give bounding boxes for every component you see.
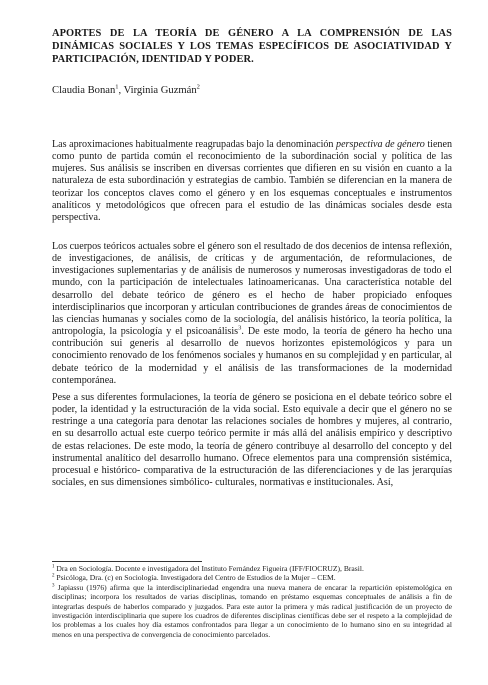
footnote-text: Dra en Sociología. Docente e investigadora del Instituto Fernández Figueira (IFF/FIOCRUZ), Brasil. bbox=[54, 564, 364, 573]
footnote bbox=[52, 583, 452, 639]
paragraph-text: Las aproximaciones habitualmente reagrupadas bajo la denominación bbox=[52, 139, 337, 150]
footnote-marker: 3 bbox=[238, 324, 242, 332]
footnote-marker: 2 bbox=[196, 83, 200, 91]
author-line bbox=[52, 84, 452, 97]
footnote-number: 1 bbox=[52, 564, 55, 570]
footnotes bbox=[52, 564, 452, 639]
paragraph-text: Los cuerpos teóricos actuales sobre el género son el resultado de dos decenios de intensa reflexión, de investigaciones, de análisis, de críticas y de argumentación, de reformulaciones, de investigaciones suplementarias y de análisis de numerosos y numerosas investigadoras de todo el mundo, con la participación de intelectuales latinoamericanas. Una característica notable del desarrollo del debate teórico de género es el hecho de haber propiciado enfoques interdisciplinarios que incorporan y articulan contribuciones de grandes áreas de conocimientos de las ciencias humanas y sociales como de la sociología, del análisis histórico, la teoría política, la antropología, la psicología y el psicoanálisis bbox=[52, 241, 452, 338]
paragraph-text: tienen como punto de partida común el reconocimiento de la subordinación social y política de las mujeres. Sus análisis se inscriben en diversas corrientes que difieren en su visión en cuanto a la naturaleza de esta subordinación y estrategias de cambio. También se diferencian en la manera de teorizar los conceptos claves como el género y en los esquemas conceptuales e instrumentos analíticos y metodológicos que ofrecen para el estudio de las dinámicas sociales desde esta perspectiva. bbox=[52, 139, 452, 223]
footnote-separator bbox=[52, 561, 202, 562]
author-name: Claudia Bonan bbox=[52, 85, 116, 96]
emphasized-term: perspectiva de género bbox=[336, 139, 425, 150]
body-paragraph bbox=[52, 139, 452, 224]
body-paragraph: Pese a sus diferentes formulaciones, la teoría de género se posiciona en el debate teórico sobre el poder, la identidad y la estructuración de la vida social. Esto equivale a decir que el género no se restringe a una categoría para denotar las relaciones sociales de hombres y mujeres, al contrario, en su desarrollo actual este cuerpo teórico permite ir más allá del análisis empírico y descriptivo de estas relaciones. De este modo, la teoría de género contribuye al desarrollo del concepto y del instrumental analítico del desarrollo humano. Ofrece elementos para una comprensión sistémica, procesual e histórico- comparativa de la estructuración de las diferenciaciones y de las jerarquías sociales, en sus dimensiones simbólico- culturales, normativas e institucionales. Así, bbox=[52, 392, 452, 489]
author-name: Virginia Guzmán bbox=[123, 85, 197, 96]
footnote-text: Psicóloga, Dra. (c) en Sociología. Investigadora del Centro de Estudios de la Mujer – CEM. bbox=[54, 573, 336, 583]
footnote-number: 3 bbox=[52, 583, 55, 589]
footnote bbox=[52, 564, 452, 573]
footnote bbox=[52, 573, 452, 582]
footnote-marker: 1 bbox=[115, 83, 119, 91]
footnote-number: 2 bbox=[52, 573, 55, 579]
author-separator: , bbox=[118, 85, 124, 96]
footnote-text: Japiassu (1976) afirma que la interdisciplinariedad engendra una nueva manera de encarar la repartición epistemológica en disciplinas; incorpora los resultados de varias disciplinas, tomando en préstamo esquemas conceptuales de análisis a fin de integrarlas después de haberlos comparado y juzgados. Para este autor la primera y más radical justificación de un proyecto de investigación interdisciplinaria que supere los cuadros de diferentes disciplinas científicas debe ser el respeto a la complejidad de los problemas a los cuales hoy día estamos confrontados para llegar a un conocimiento de lo humano sino en su integridad al menos en una perspectiva de convergencia de conocimiento parcelados. bbox=[52, 582, 452, 639]
body-paragraph bbox=[52, 241, 452, 387]
paper-title: APORTES DE LA TEORÍA DE GÉNERO A LA COMPRENSIÓN DE LAS DINÁMICAS SOCIALES Y LOS TEMAS ESPECÍFICOS DE ASOCIATIVIDAD Y PARTICIPACIÓN, IDENTIDAD Y PODER. bbox=[52, 28, 452, 66]
paragraph-text: . De este modo, la teoría de género ha hecho una contribución sui generis al desarrollo de nuevos horizontes epistemológicos y para un conocimiento renovado de los fenómenos sociales y humanos en su complejidad y en particular, al debate teórico de la modernidad y el análisis de las transformaciones de la modernidad contemporánea. bbox=[52, 326, 453, 386]
